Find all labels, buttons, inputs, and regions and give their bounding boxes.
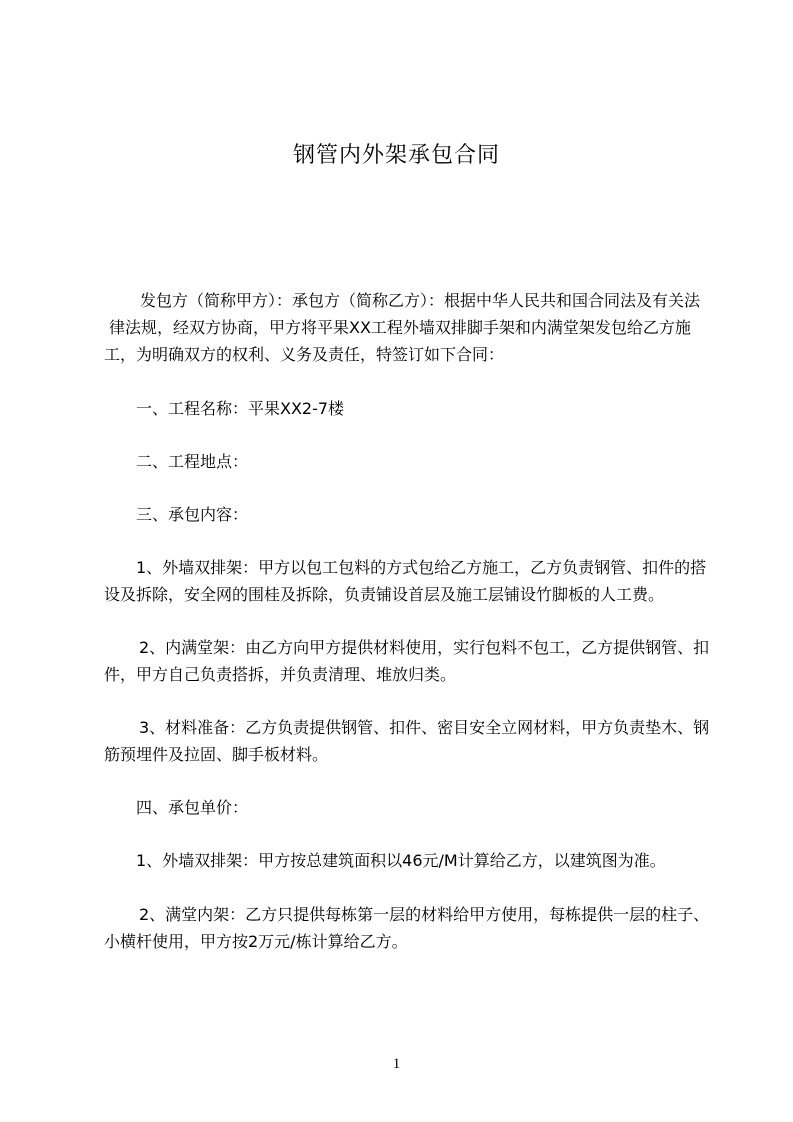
item-3-1-line-1: 1、外墙双排架：甲方以包工包料的方式包给乙方施工，乙方负责钢管、扣件的搭 [136, 558, 707, 577]
section-unit-price: 四、承包单价： [136, 798, 249, 817]
item-3-3-line-2: 筋预埋件及拉固、脚手板材料。 [104, 745, 329, 764]
item-4-2-line-1: 2、满堂内架：乙方只提供每栋第一层的材料给甲方使用，每栋提供一层的柱子、 [139, 905, 710, 924]
page-number: 1 [392, 1056, 401, 1072]
item-3-2-line-2: 件，甲方自己负责搭拆，并负责清理、堆放归类。 [104, 665, 457, 684]
item-4-1: 1、外墙双排架：甲方按总建筑面积以46元/M计算给乙方，以建筑图为准。 [136, 851, 666, 870]
document-title: 钢管内外架承包合同 [292, 143, 500, 168]
item-3-3-line-1: 3、材料准备：乙方负责提供钢管、扣件、密目安全立网材料，甲方负责垫木、钢 [139, 718, 710, 737]
section-project-location: 二、工程地点： [136, 452, 249, 471]
intro-line-3: 工，为明确双方的权利、义务及责任，特签订如下合同： [104, 345, 505, 364]
section-contract-content: 三、承包内容： [136, 505, 249, 524]
item-3-2-line-1: 2、内满堂架：由乙方向甲方提供材料使用，实行包料不包工，乙方提供钢管、扣 [139, 638, 710, 657]
section-project-name: 一、工程名称：平果XX2-7楼 [136, 399, 345, 418]
intro-line-1: 发包方（简称甲方）：承包方（简称乙方）：根据中华人民共和国合同法及有关法 [140, 291, 701, 310]
item-3-1-line-2: 设及拆除，安全网的围桂及拆除，负责铺设首层及施工层铺设竹脚板的人工费。 [104, 585, 665, 604]
item-4-2-line-2: 小横杆使用，甲方按2万元/栋计算给乙方。 [104, 932, 408, 951]
intro-line-2: 律法规，经双方协商，甲方将平果XX工程外墙双排脚手架和内满堂架发包给乙方施 [109, 318, 691, 337]
